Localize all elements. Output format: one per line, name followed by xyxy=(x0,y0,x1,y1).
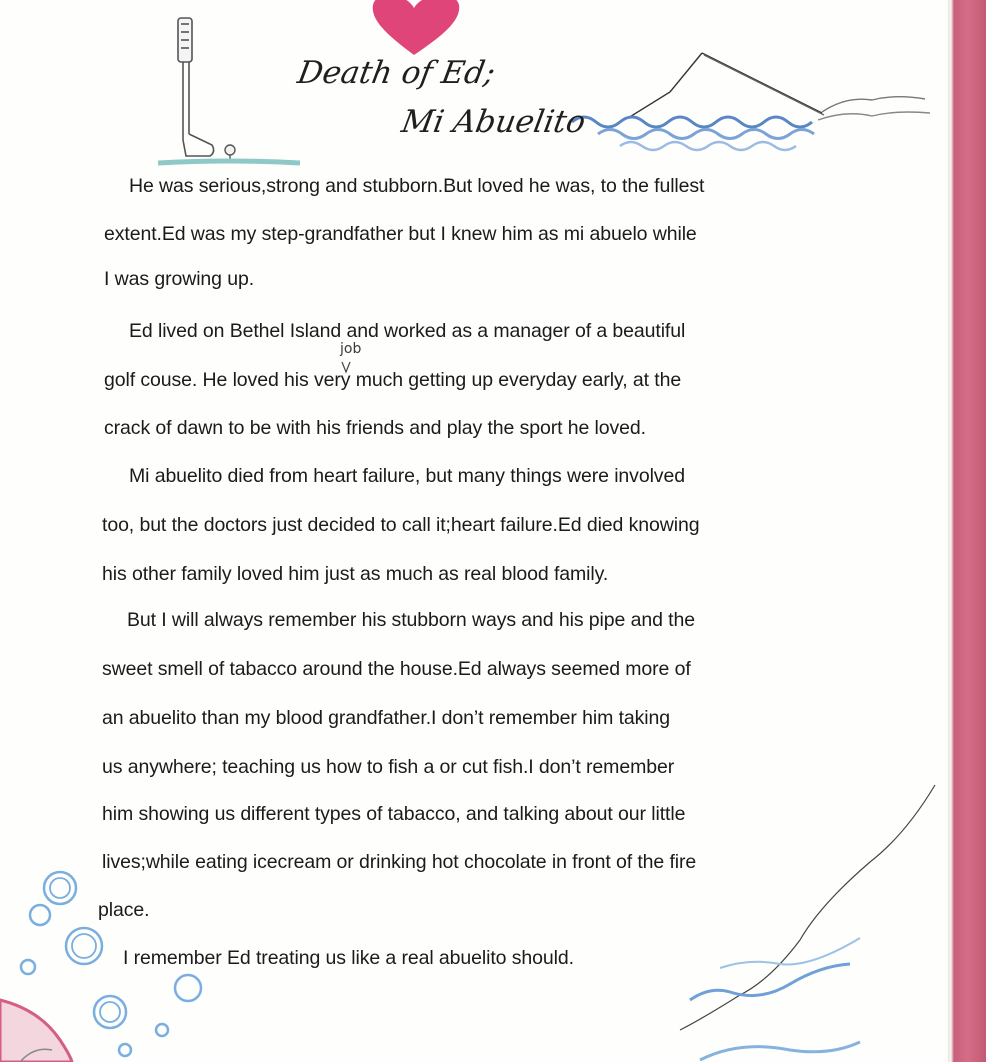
water-waves xyxy=(572,117,814,150)
text-line: He was serious,strong and stubborn.But loved he was, to the fullest xyxy=(129,175,705,197)
text-line: us anywhere; teaching us how to fish a or cut fish.I don’t remember xyxy=(102,756,675,778)
golf-ball-icon xyxy=(225,145,235,155)
text-line: lives;while eating icecream or drinking hot chocolate in front of the fire xyxy=(102,851,697,873)
text-line: his other family loved him just as much as real blood family. xyxy=(102,563,609,585)
title-line-1: Death of Ed; xyxy=(294,55,499,91)
text-line: too, but the doctors just decided to call it;heart failure.Ed died knowing xyxy=(102,514,700,536)
text-line: crack of dawn to be with his friends and play the sport he loved. xyxy=(104,417,646,439)
text-line: I was growing up. xyxy=(104,268,255,290)
text-line: Ed lived on Bethel Island and worked as a manager of a beautiful xyxy=(129,320,686,342)
text-line: extent.Ed was my step-grandfather but I knew him as mi abuelo while xyxy=(104,223,697,245)
golf-club-icon xyxy=(178,18,214,156)
heart-icon xyxy=(373,0,459,55)
text-line: golf couse. He loved his very much getting up everyday early, at the xyxy=(104,369,682,391)
handwritten-insertion: job xyxy=(340,341,362,357)
text-line: an abuelito than my blood grandfather.I don’t remember him taking xyxy=(102,707,671,729)
margin-wave-drawing xyxy=(680,785,935,1060)
title-line-2: Mi Abuelito xyxy=(398,104,589,140)
text-line: place. xyxy=(98,899,150,921)
text-line: I remember Ed treating us like a real abuelito should. xyxy=(123,947,574,969)
text-line: him showing us different types of tabacco, and talking about our little xyxy=(102,803,686,825)
grass-line xyxy=(158,161,300,163)
text-line: Mi abuelito died from heart failure, but many things were involved xyxy=(129,465,685,487)
text-line: sweet smell of tabacco around the house.Ed always seemed more of xyxy=(102,658,691,680)
pink-corner-shape xyxy=(0,1000,72,1062)
fishing-rod-icon xyxy=(628,53,930,120)
text-line: But I will always remember his stubborn ways and his pipe and the xyxy=(127,609,695,631)
